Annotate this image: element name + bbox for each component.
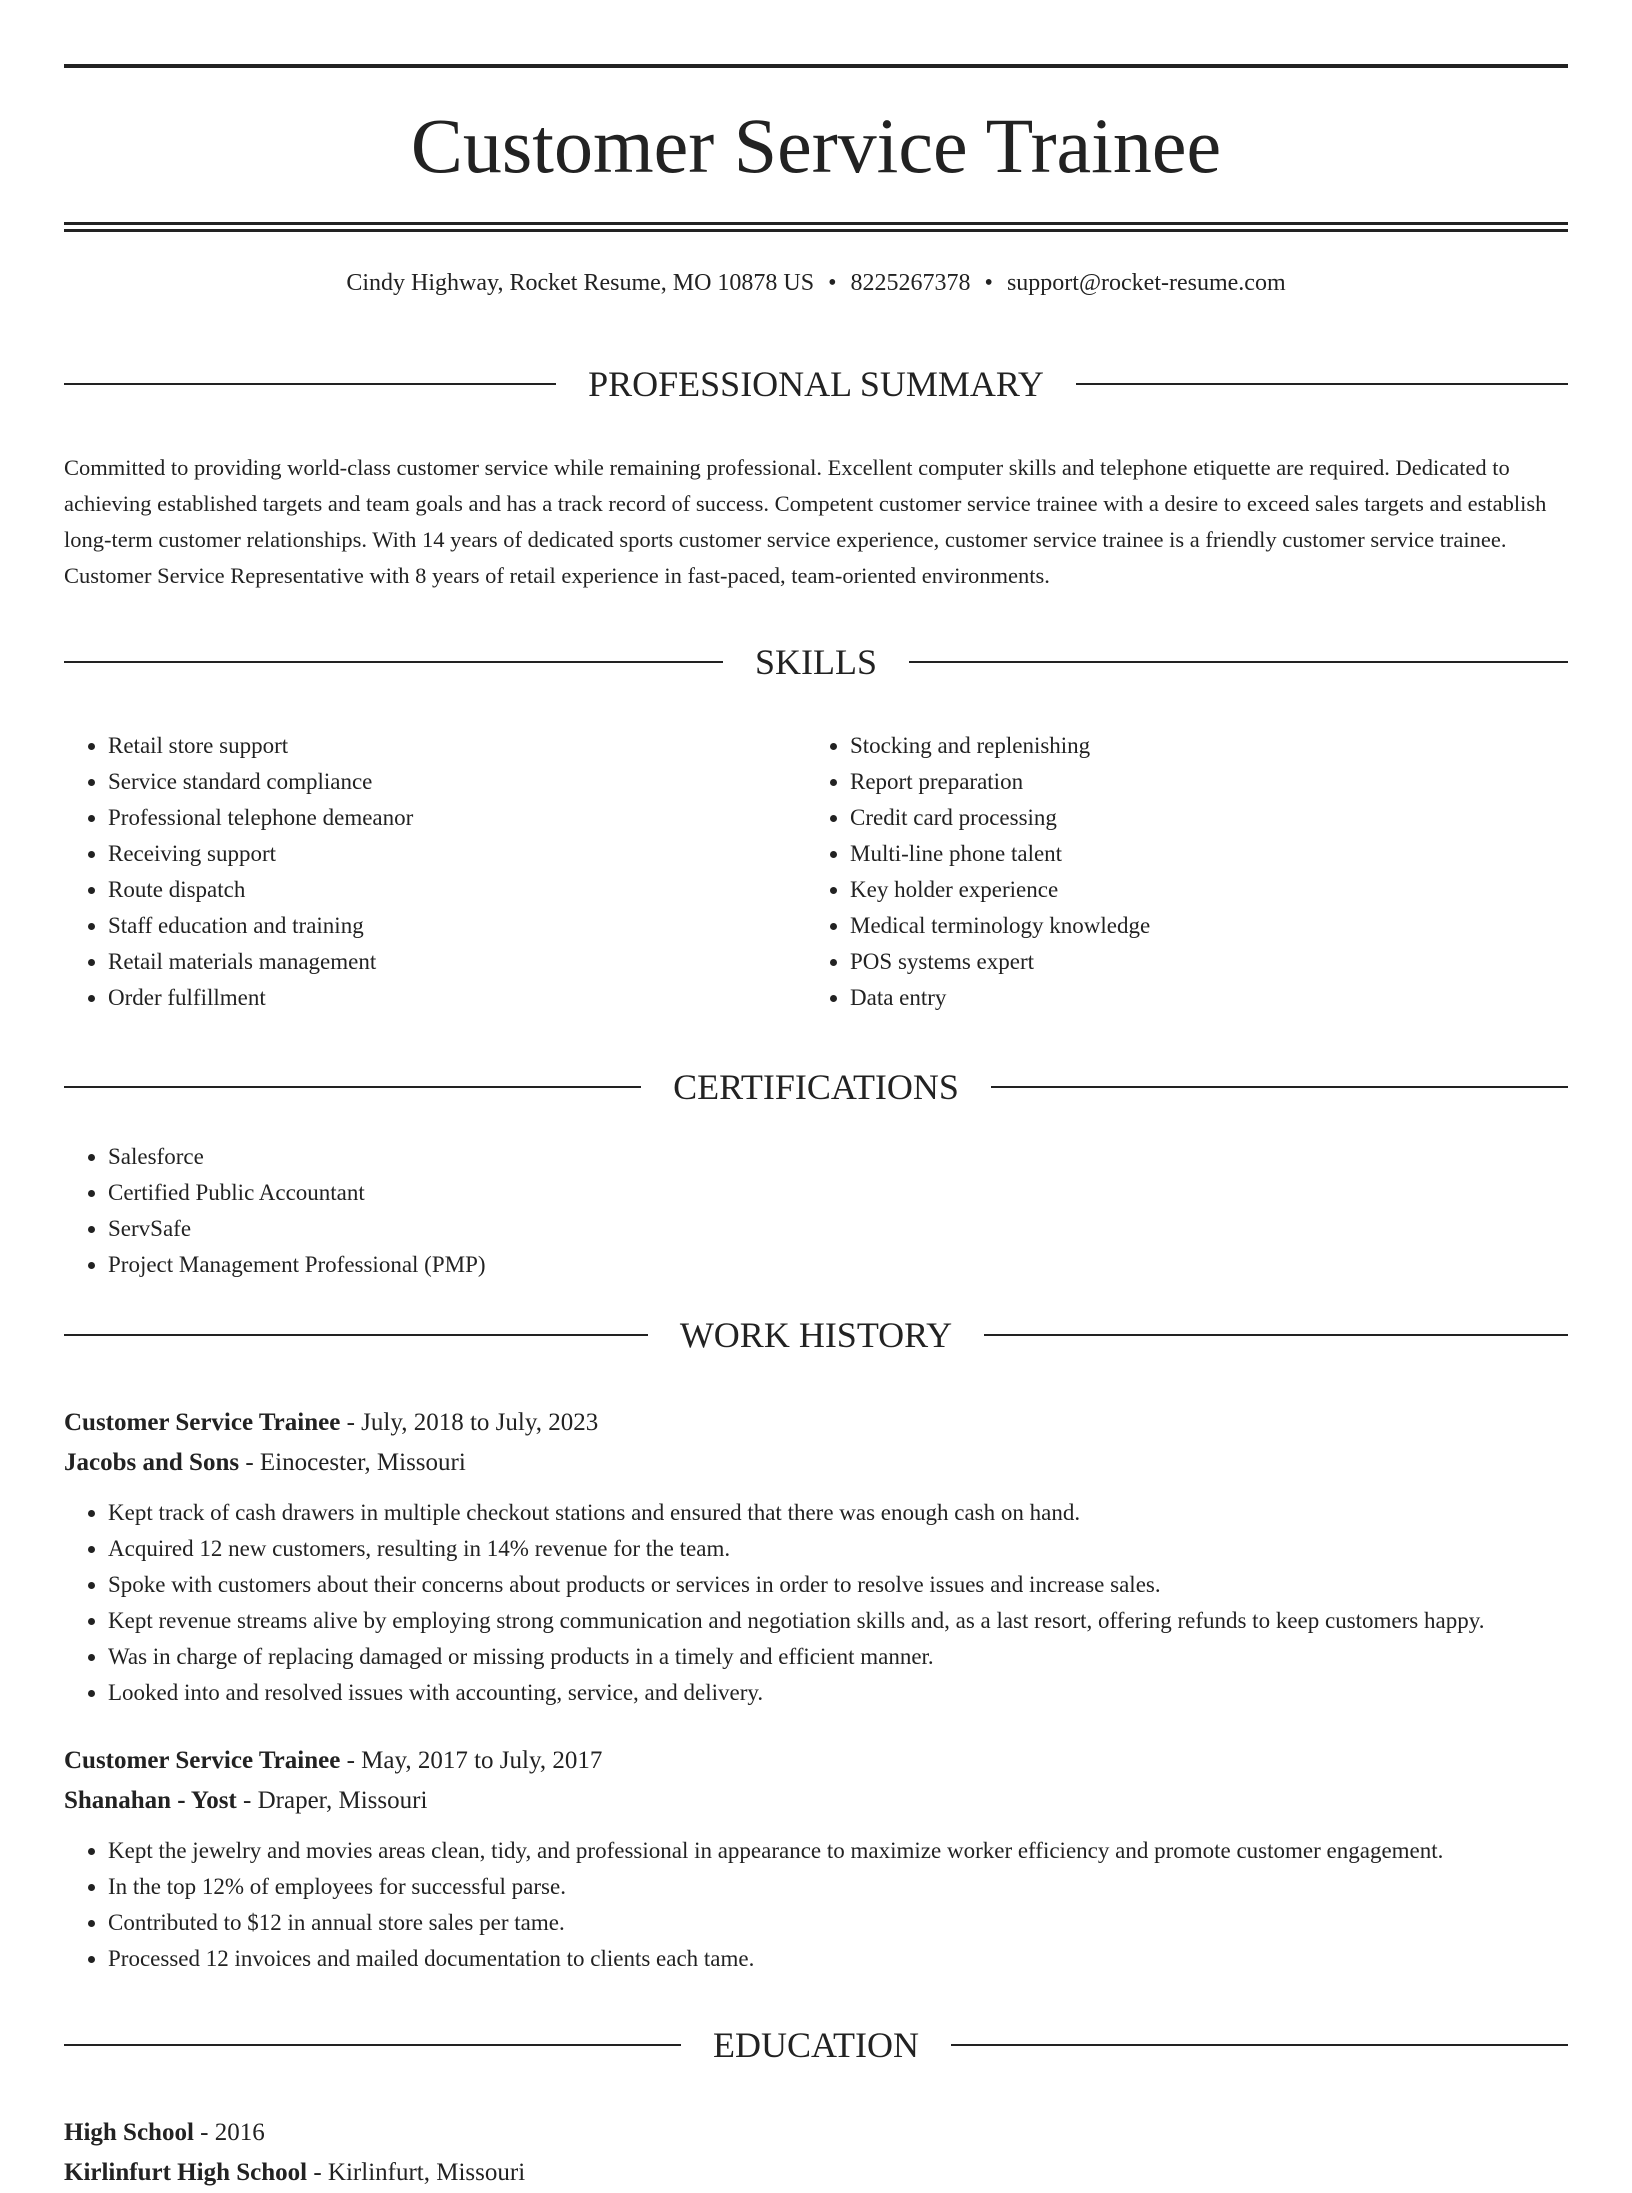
- education-location: - Kirlinfurt, Missouri: [307, 2158, 526, 2186]
- job-dates: - July, 2018 to July, 2023: [340, 1409, 599, 1436]
- section-header-certifications: [64, 1036, 1568, 1140]
- skill-item: • Retail store support: [108, 728, 806, 764]
- job-bullet: • Was in charge of replacing damaged or missing products in a timely and efficient manner.: [108, 1639, 1568, 1675]
- job-bullet: • Looked into and resolved issues with accounting, service, and delivery.: [108, 1675, 1568, 1711]
- job-company: Jacobs and Sons: [64, 1449, 240, 1476]
- divider-line: [64, 661, 723, 663]
- job-title-line: [64, 1403, 1568, 1443]
- job-bullet: • In the top 12% of employees for successful parse.: [108, 1869, 1568, 1905]
- contact-separator: •: [984, 270, 993, 296]
- skill-item: • Report preparation: [850, 764, 1548, 800]
- job-entry: [64, 1403, 1568, 1711]
- job-company-line: [64, 1443, 1568, 1483]
- section-title-certifications: CERTIFICATIONS: [673, 1067, 959, 1108]
- skill-item: • Stocking and replenishing: [850, 728, 1548, 764]
- divider-line: [64, 383, 556, 385]
- job-bullets: [64, 1495, 1568, 1711]
- resume-page: [64, 64, 1568, 2193]
- skill-item: • POS systems expert: [850, 944, 1548, 980]
- education-year: - 2016: [193, 2118, 265, 2146]
- job-location: - Einocester, Missouri: [239, 1449, 466, 1476]
- skill-item: • Route dispatch: [108, 872, 806, 908]
- contact-email: support@rocket-resume.com: [1006, 270, 1286, 296]
- job-bullets: [64, 1833, 1568, 1977]
- top-rule: [64, 64, 1568, 68]
- skill-item: • Professional telephone demeanor: [108, 800, 806, 836]
- section-header-summary: [64, 332, 1568, 436]
- skills-right-column: [806, 728, 1548, 1016]
- job-title-line: [64, 1741, 1568, 1781]
- job-title: Customer Service Trainee: [64, 1747, 341, 1774]
- skill-item: • Service standard compliance: [108, 764, 806, 800]
- skill-item: • Receiving support: [108, 836, 806, 872]
- job-bullet: • Kept track of cash drawers in multiple checkout stations and ensured that there was enough cash on hand.: [108, 1495, 1568, 1531]
- job-location: - Draper, Missouri: [236, 1787, 428, 1814]
- skills-right-list: [806, 728, 1548, 1016]
- certification-item: • Project Management Professional (PMP): [108, 1247, 1568, 1283]
- education-school-line: [64, 2153, 1568, 2193]
- title-double-rule: [64, 222, 1568, 232]
- skill-item: • Medical terminology knowledge: [850, 908, 1548, 944]
- summary-text: Committed to providing world-class customer service while remaining professional. Excellent computer skills and telephone etiquette are required. Dedicated to achieving established targets and team goals and has a track record of success. Competent customer service trainee with a desire to exceed sales targets and establish long-term customer relationships. With 14 years of dedicated sports customer service experience, customer service trainee is a friendly customer service trainee. Customer Service Representative with 8 years of retail experience in fast-paced, team-oriented environments.: [64, 454, 1547, 588]
- job-bullet: • Kept the jewelry and movies areas clean, tidy, and professional in appearance to maximize worker efficiency and promote customer engagement.: [108, 1833, 1568, 1869]
- divider-line: [909, 661, 1568, 663]
- section-header-skills: [64, 610, 1568, 714]
- divider-line: [984, 1334, 1568, 1336]
- education-entry: [64, 2113, 1568, 2193]
- job-bullet: • Spoke with customers about their concerns about products or services in order to resolve issues and increase sales.: [108, 1567, 1568, 1603]
- skills-columns: [64, 728, 1568, 1016]
- education-degree-line: [64, 2113, 1568, 2153]
- work-history-list: [64, 1403, 1568, 1977]
- divider-line: [64, 1334, 648, 1336]
- education-school: Kirlinfurt High School: [64, 2158, 308, 2186]
- skills-left-column: [64, 728, 806, 1016]
- job-company-line: [64, 1781, 1568, 1821]
- job-bullet: • Contributed to $12 in annual store sales per tame.: [108, 1905, 1568, 1941]
- section-title-skills: SKILLS: [755, 641, 878, 682]
- contact-address: Cindy Highway, Rocket Resume, MO 10878 US: [346, 270, 815, 296]
- skill-item: • Data entry: [850, 980, 1548, 1016]
- skill-item: • Staff education and training: [108, 908, 806, 944]
- contact-phone: 8225267378: [850, 270, 971, 296]
- skill-item: • Order fulfillment: [108, 980, 806, 1016]
- section-header-education: [64, 1993, 1568, 2097]
- certification-item: • Salesforce: [108, 1139, 1568, 1175]
- skill-item: • Credit card processing: [850, 800, 1548, 836]
- job-bullet: • Processed 12 invoices and mailed documentation to clients each tame.: [108, 1941, 1568, 1977]
- divider-line: [64, 2044, 681, 2046]
- certifications-list: [64, 1139, 1568, 1283]
- contact-line: [64, 268, 1568, 298]
- section-title-work-history: WORK HISTORY: [679, 1315, 953, 1356]
- job-title: Customer Service Trainee: [64, 1409, 341, 1436]
- certification-item: • ServSafe: [108, 1211, 1568, 1247]
- job-bullet: • Kept revenue streams alive by employing strong communication and negotiation skills and, as a last resort, offering refunds to keep customers happy.: [108, 1603, 1568, 1639]
- skills-left-list: [64, 728, 806, 1016]
- skill-item: • Retail materials management: [108, 944, 806, 980]
- job-bullet: • Acquired 12 new customers, resulting in 14% revenue for the team.: [108, 1531, 1568, 1567]
- job-dates: - May, 2017 to July, 2017: [340, 1747, 603, 1774]
- contact-separator: •: [828, 270, 837, 296]
- divider-line: [64, 1086, 641, 1088]
- education-degree: High School: [64, 2118, 194, 2146]
- section-title-summary: PROFESSIONAL SUMMARY: [588, 363, 1044, 404]
- job-entry: [64, 1741, 1568, 1977]
- divider-line: [951, 2044, 1568, 2046]
- job-company: Shanahan - Yost: [64, 1787, 237, 1814]
- divider-line: [991, 1086, 1568, 1088]
- resume-title: Customer Service Trainee: [410, 102, 1222, 189]
- skill-item: • Multi-line phone talent: [850, 836, 1548, 872]
- skill-item: • Key holder experience: [850, 872, 1548, 908]
- section-header-work-history: [64, 1283, 1568, 1387]
- certification-item: • Certified Public Accountant: [108, 1175, 1568, 1211]
- section-title-education: EDUCATION: [713, 2024, 919, 2065]
- divider-line: [1076, 383, 1568, 385]
